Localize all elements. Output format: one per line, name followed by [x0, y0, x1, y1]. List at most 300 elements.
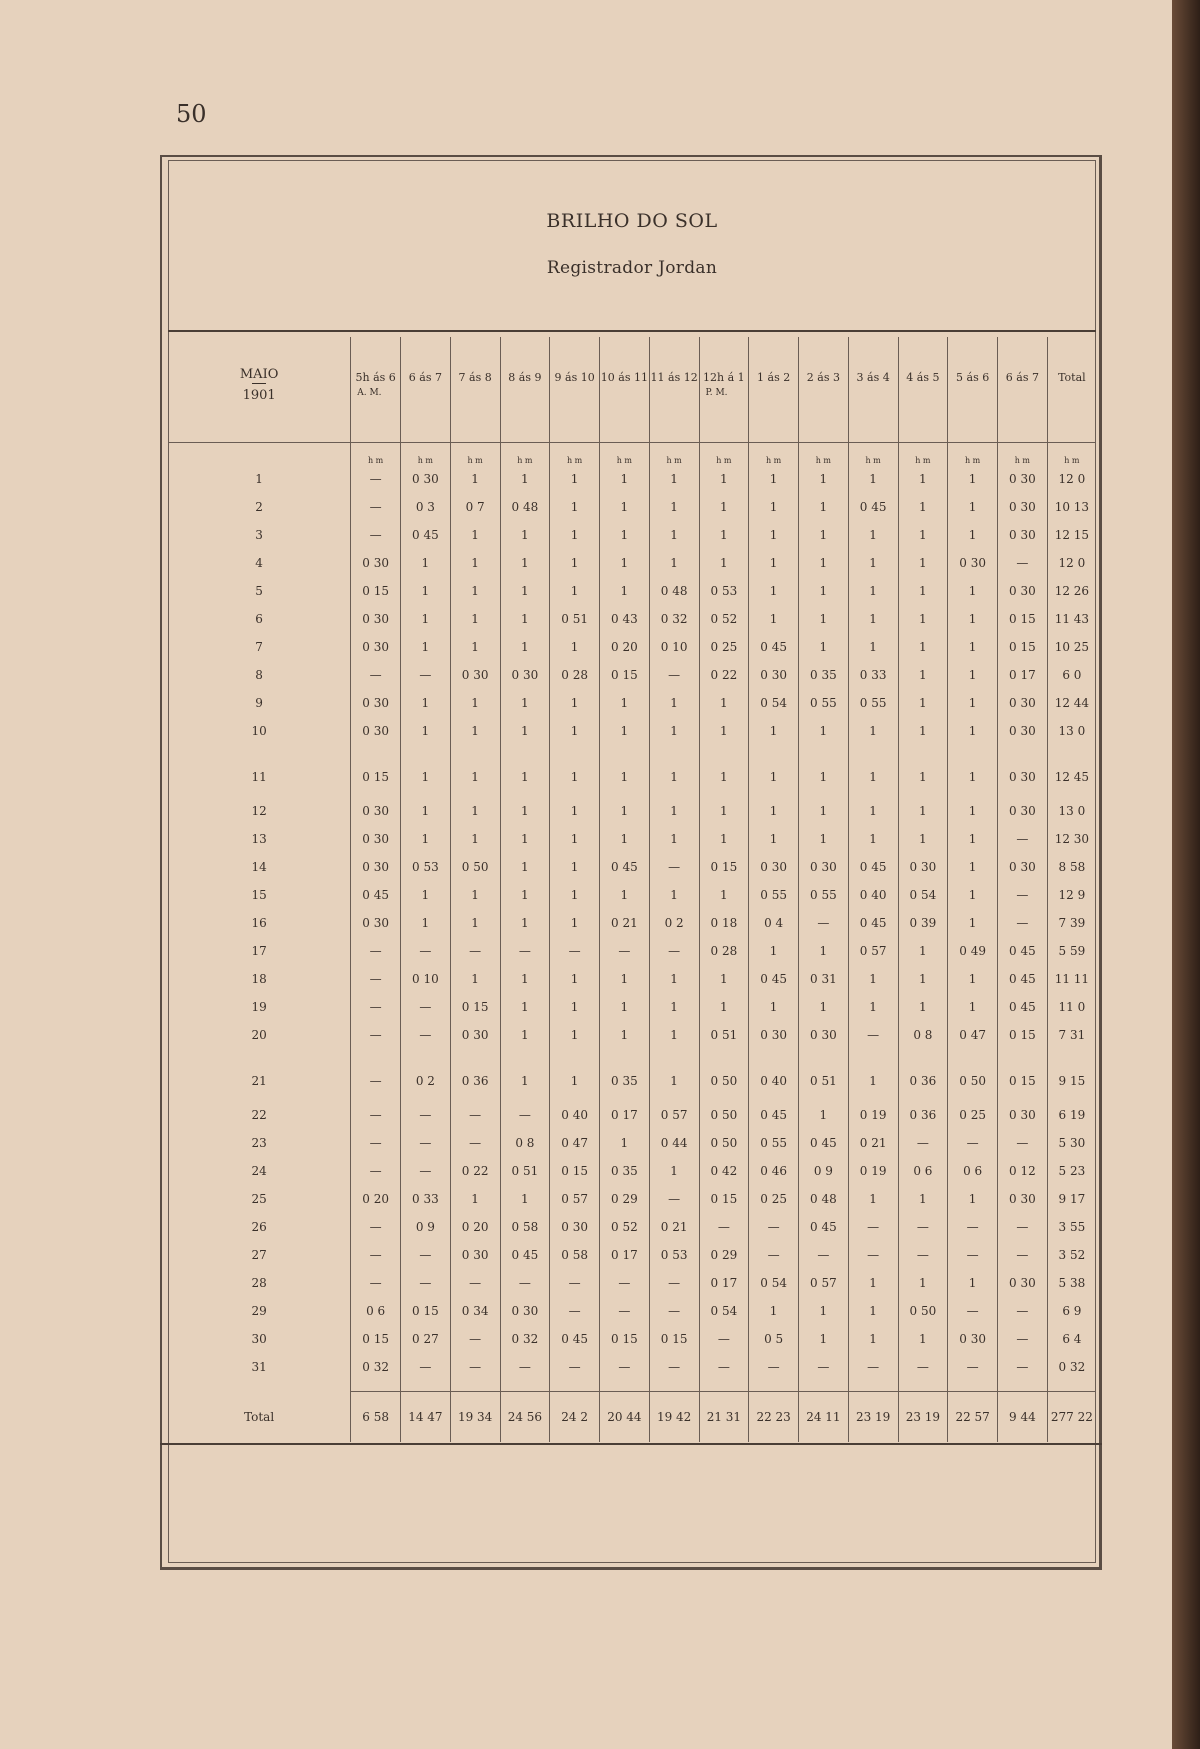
table-row: [168, 881, 1096, 909]
table-cell: 1: [500, 689, 550, 717]
row-total-cell: 12 45: [1047, 745, 1096, 797]
table-cell: 0 45: [998, 965, 1048, 993]
table-cell: 0 15: [998, 633, 1048, 661]
table-cell: 0 20: [351, 1185, 401, 1213]
table-cell: —: [848, 1213, 898, 1241]
table-row: [168, 577, 1096, 605]
table-cell: —: [649, 1269, 699, 1297]
table-cell: 1: [600, 465, 650, 493]
table-cell: 0 15: [699, 1185, 749, 1213]
total-cell: 14 47: [401, 1392, 451, 1443]
table-cell: 0 45: [998, 993, 1048, 1021]
page-title: BRILHO DO SOL: [546, 210, 718, 232]
table-cell: 1: [848, 993, 898, 1021]
table-cell: —: [351, 937, 401, 965]
table-cell: —: [749, 1353, 799, 1381]
total-cell: 22 57: [948, 1392, 998, 1443]
unit-label: h m: [898, 443, 948, 466]
table-cell: 1: [550, 993, 600, 1021]
table-row: [168, 717, 1096, 745]
unit-label: h m: [500, 443, 550, 466]
table-cell: —: [898, 1353, 948, 1381]
table-cell: 1: [500, 605, 550, 633]
column-header: [749, 337, 799, 443]
table-row: [168, 909, 1096, 937]
table-cell: 1: [550, 853, 600, 881]
table-cell: 1: [749, 745, 799, 797]
table-cell: 1: [799, 577, 849, 605]
table-cell: 1: [401, 825, 451, 853]
table-cell: 1: [649, 689, 699, 717]
table-cell: 1: [649, 797, 699, 825]
table-cell: 1: [649, 1049, 699, 1101]
table-cell: 0 45: [848, 909, 898, 937]
table-row: [168, 1157, 1096, 1185]
table-cell: 0 15: [998, 605, 1048, 633]
table-cell: —: [450, 1101, 500, 1129]
spacer-cell: [401, 1381, 451, 1392]
table-cell: 0 30: [749, 853, 799, 881]
table-row: [168, 993, 1096, 1021]
table-cell: 1: [500, 1049, 550, 1101]
table-cell: 1: [848, 577, 898, 605]
table-cell: 1: [699, 825, 749, 853]
table-cell: 1: [948, 493, 998, 521]
table-cell: 0 5: [749, 1325, 799, 1353]
table-cell: 1: [450, 881, 500, 909]
table-cell: 1: [600, 1129, 650, 1157]
table-cell: 1: [848, 633, 898, 661]
table-cell: 0 55: [799, 689, 849, 717]
table-cell: 0 45: [600, 853, 650, 881]
row-total-cell: 9 15: [1047, 1049, 1096, 1101]
table-cell: 0 30: [998, 1269, 1048, 1297]
table-row: [168, 1101, 1096, 1129]
table-cell: 1: [550, 493, 600, 521]
table-cell: 1: [649, 1157, 699, 1185]
table-cell: —: [401, 1353, 451, 1381]
table-cell: 1: [749, 493, 799, 521]
table-cell: 1: [649, 521, 699, 549]
table-cell: 1: [500, 909, 550, 937]
table-cell: 1: [898, 493, 948, 521]
table-cell: 0 30: [998, 853, 1048, 881]
day-label: 9: [255, 696, 263, 710]
table-cell: 0 2: [401, 1049, 451, 1101]
table-cell: —: [550, 937, 600, 965]
table-cell: 1: [649, 465, 699, 493]
row-total-cell: 10 25: [1047, 633, 1096, 661]
table-cell: 1: [799, 797, 849, 825]
day-label: 2: [255, 500, 263, 514]
table-cell: 1: [550, 1021, 600, 1049]
row-total-cell: 13 0: [1047, 717, 1096, 745]
table-cell: 1: [500, 993, 550, 1021]
table-cell: 0 10: [401, 965, 451, 993]
table-cell: 0 30: [998, 717, 1048, 745]
table-cell: 0 30: [749, 1021, 799, 1049]
table-cell: —: [948, 1213, 998, 1241]
total-row: [168, 1392, 1096, 1443]
row-total-cell: 6 9: [1047, 1297, 1096, 1325]
table-cell: 1: [500, 745, 550, 797]
table-cell: 1: [948, 633, 998, 661]
table-cell: 1: [948, 605, 998, 633]
table-cell: 0 20: [450, 1213, 500, 1241]
table-cell: 0 53: [699, 577, 749, 605]
day-label: 22: [251, 1108, 267, 1122]
table-cell: 0 15: [401, 1297, 451, 1325]
table-cell: 0 30: [799, 853, 849, 881]
unit-label: h m: [699, 443, 749, 466]
column-header-label: 6 ás 7: [408, 371, 442, 384]
unit-label: h m: [351, 443, 401, 466]
table-cell: 0 36: [898, 1101, 948, 1129]
table-cell: 1: [450, 797, 500, 825]
table-cell: 0 30: [450, 1021, 500, 1049]
table-cell: —: [998, 1213, 1048, 1241]
table-cell: 1: [848, 965, 898, 993]
table-cell: 0 43: [600, 605, 650, 633]
table-cell: 1: [699, 881, 749, 909]
table-cell: —: [351, 1213, 401, 1241]
day-label: 8: [255, 668, 263, 682]
table-cell: 1: [898, 521, 948, 549]
day-label: 25: [251, 1192, 267, 1206]
table-cell: 0 47: [550, 1129, 600, 1157]
spacer-cell: [799, 1381, 849, 1392]
table-cell: —: [649, 1297, 699, 1325]
table-cell: 0 45: [848, 493, 898, 521]
table-cell: 1: [401, 633, 451, 661]
table-cell: 1: [450, 689, 500, 717]
table-cell: —: [401, 1269, 451, 1297]
table-cell: 1: [799, 493, 849, 521]
table-cell: 0 40: [550, 1101, 600, 1129]
table-cell: 0 31: [799, 965, 849, 993]
table-cell: —: [500, 1269, 550, 1297]
year-label: 1901: [242, 388, 276, 403]
row-total-cell: 12 15: [1047, 521, 1096, 549]
table-cell: —: [898, 1213, 948, 1241]
row-total-cell: 11 0: [1047, 993, 1096, 1021]
table-cell: 1: [600, 745, 650, 797]
table-cell: 0 22: [699, 661, 749, 689]
day-label: 26: [251, 1220, 267, 1234]
table-cell: —: [351, 1129, 401, 1157]
day-label: 1: [255, 472, 263, 486]
table-cell: —: [600, 937, 650, 965]
table-cell: —: [450, 937, 500, 965]
total-cell: 24 2: [550, 1392, 600, 1443]
table-cell: 1: [649, 493, 699, 521]
table-cell: 1: [948, 689, 998, 717]
total-cell: 23 19: [848, 1392, 898, 1443]
table-cell: 0 35: [799, 661, 849, 689]
day-label: 30: [251, 1332, 267, 1346]
table-cell: 1: [500, 577, 550, 605]
page-edge: [1172, 0, 1200, 1749]
table-cell: 0 39: [898, 909, 948, 937]
day-label: 10: [251, 724, 267, 738]
table-row: [168, 1353, 1096, 1381]
table-cell: 0 30: [998, 577, 1048, 605]
table-cell: 0 48: [799, 1185, 849, 1213]
table-cell: 0 51: [799, 1049, 849, 1101]
table-cell: —: [351, 1021, 401, 1049]
table-cell: —: [998, 825, 1048, 853]
spacer-cell: [600, 1381, 650, 1392]
table-row: [168, 1325, 1096, 1353]
table-cell: —: [351, 1157, 401, 1185]
table-cell: —: [401, 1241, 451, 1269]
table-cell: 1: [450, 465, 500, 493]
table-cell: 1: [948, 661, 998, 689]
table-cell: —: [948, 1297, 998, 1325]
table-cell: 1: [649, 1021, 699, 1049]
table-cell: 1: [848, 825, 898, 853]
table-cell: 0 50: [450, 853, 500, 881]
table-cell: 1: [749, 549, 799, 577]
table-cell: 1: [500, 465, 550, 493]
total-cell: 6 58: [351, 1392, 401, 1443]
table-cell: 0 30: [351, 853, 401, 881]
table-cell: 0 54: [898, 881, 948, 909]
table-cell: 0 8: [500, 1129, 550, 1157]
table-cell: 1: [848, 1325, 898, 1353]
table-cell: 0 15: [450, 993, 500, 1021]
table-cell: 1: [799, 1297, 849, 1325]
table-cell: 1: [848, 797, 898, 825]
table-cell: —: [799, 1353, 849, 1381]
unit-label: h m: [600, 443, 650, 466]
table-cell: —: [848, 1021, 898, 1049]
table-cell: 0 45: [749, 965, 799, 993]
table-cell: 1: [699, 993, 749, 1021]
table-cell: 0 45: [749, 633, 799, 661]
column-header: [401, 337, 451, 443]
table-cell: 1: [898, 797, 948, 825]
table-cell: —: [450, 1269, 500, 1297]
table-row: [168, 1129, 1096, 1157]
table-cell: 0 9: [799, 1157, 849, 1185]
table-cell: 0 27: [401, 1325, 451, 1353]
table-cell: 1: [450, 745, 500, 797]
unit-label: h m: [550, 443, 600, 466]
unit-label: h m: [649, 443, 699, 466]
table-cell: —: [998, 1325, 1048, 1353]
table-cell: 1: [799, 633, 849, 661]
column-header: [799, 337, 849, 443]
unit-label: h m: [998, 443, 1048, 466]
spacer-cell: [550, 1381, 600, 1392]
day-label: 27: [251, 1248, 267, 1262]
table-cell: —: [649, 1353, 699, 1381]
table-cell: —: [351, 1241, 401, 1269]
table-cell: 0 25: [948, 1101, 998, 1129]
table-cell: —: [649, 661, 699, 689]
total-cell: 22 23: [749, 1392, 799, 1443]
spacer-cell: [848, 1381, 898, 1392]
row-total-cell: 5 23: [1047, 1157, 1096, 1185]
footer-rule: [160, 1443, 1102, 1445]
table-cell: 1: [600, 797, 650, 825]
table-cell: 0 50: [948, 1049, 998, 1101]
day-label: 13: [251, 832, 267, 846]
table-cell: 0 35: [600, 1157, 650, 1185]
total-cell: 9 44: [998, 1392, 1048, 1443]
table-cell: 0 25: [699, 633, 749, 661]
table-cell: 1: [500, 881, 550, 909]
table-cell: 1: [699, 965, 749, 993]
table-cell: 1: [550, 717, 600, 745]
column-header-period: A. M.: [357, 388, 382, 398]
table-cell: —: [948, 1241, 998, 1269]
table-cell: 1: [550, 549, 600, 577]
row-total-cell: 12 0: [1047, 549, 1096, 577]
table-cell: 1: [948, 745, 998, 797]
table-cell: 0 17: [600, 1241, 650, 1269]
table-cell: 0 40: [749, 1049, 799, 1101]
day-label: 16: [251, 916, 267, 930]
table-cell: 0 30: [998, 689, 1048, 717]
table-cell: 1: [799, 521, 849, 549]
table-cell: 0 21: [600, 909, 650, 937]
table-cell: 1: [699, 493, 749, 521]
table-row: [168, 689, 1096, 717]
table-cell: —: [401, 937, 451, 965]
unit-label: h m: [948, 443, 998, 466]
total-cell: 24 56: [500, 1392, 550, 1443]
table-cell: 0 52: [600, 1213, 650, 1241]
column-header: [898, 337, 948, 443]
table-cell: —: [649, 937, 699, 965]
column-header: [649, 337, 699, 443]
table-row: [168, 745, 1096, 797]
table-cell: —: [500, 1101, 550, 1129]
spacer-cell: [699, 1381, 749, 1392]
row-total-cell: 11 11: [1047, 965, 1096, 993]
table-cell: 0 29: [699, 1241, 749, 1269]
table-cell: 1: [699, 465, 749, 493]
table-cell: 0 53: [401, 853, 451, 881]
table-cell: 1: [401, 689, 451, 717]
column-header-label: 11 ás 12: [650, 371, 698, 384]
table-cell: —: [351, 1269, 401, 1297]
table-cell: 1: [948, 965, 998, 993]
table-cell: 0 30: [998, 521, 1048, 549]
table-cell: —: [898, 1129, 948, 1157]
table-cell: 1: [450, 521, 500, 549]
table-cell: 1: [550, 797, 600, 825]
table-cell: 0 33: [848, 661, 898, 689]
table-cell: 0 6: [898, 1157, 948, 1185]
table-cell: 1: [948, 797, 998, 825]
table-cell: 0 15: [351, 745, 401, 797]
table-cell: 1: [401, 881, 451, 909]
table-cell: 0 45: [998, 937, 1048, 965]
row-total-cell: 5 38: [1047, 1269, 1096, 1297]
table-cell: —: [500, 1353, 550, 1381]
column-header: [500, 337, 550, 443]
table-cell: 1: [450, 1185, 500, 1213]
table-cell: 0 22: [450, 1157, 500, 1185]
table-row: [168, 797, 1096, 825]
table-cell: 1: [500, 1185, 550, 1213]
table-cell: 1: [450, 633, 500, 661]
table-row: [168, 965, 1096, 993]
table-cell: 0 49: [948, 937, 998, 965]
table-cell: 0 15: [649, 1325, 699, 1353]
unit-label: h m: [848, 443, 898, 466]
table-cell: 0 30: [351, 605, 401, 633]
row-total-cell: 8 58: [1047, 853, 1096, 881]
table-cell: 0 19: [848, 1101, 898, 1129]
table-cell: 0 35: [600, 1049, 650, 1101]
table-cell: 1: [550, 965, 600, 993]
table-cell: 0 57: [649, 1101, 699, 1129]
table-cell: —: [450, 1129, 500, 1157]
table-cell: 0 42: [699, 1157, 749, 1185]
table-cell: 1: [450, 965, 500, 993]
table-cell: 1: [948, 1269, 998, 1297]
table-cell: 0 30: [948, 549, 998, 577]
unit-spacer: [168, 443, 351, 466]
table-cell: —: [948, 1353, 998, 1381]
table-row: [168, 661, 1096, 689]
table-cell: 1: [450, 549, 500, 577]
day-label: 3: [255, 528, 263, 542]
table-cell: 0 44: [649, 1129, 699, 1157]
table-cell: 1: [699, 797, 749, 825]
spacer-cell: [450, 1381, 500, 1392]
table-cell: 0 6: [948, 1157, 998, 1185]
table-cell: 0 30: [401, 465, 451, 493]
table-cell: 0 30: [998, 1185, 1048, 1213]
table-cell: 0 3: [401, 493, 451, 521]
table-cell: 0 10: [649, 633, 699, 661]
unit-label: h m: [749, 443, 799, 466]
table-cell: 0 48: [649, 577, 699, 605]
table-cell: 0 30: [799, 1021, 849, 1049]
table-cell: 0 17: [699, 1269, 749, 1297]
table-cell: 1: [848, 1049, 898, 1101]
table-cell: 1: [898, 937, 948, 965]
table-cell: 0 45: [848, 853, 898, 881]
table-cell: 1: [898, 1269, 948, 1297]
table-cell: 1: [600, 577, 650, 605]
table-cell: 1: [749, 717, 799, 745]
page-number: 50: [176, 100, 207, 128]
table-cell: —: [550, 1297, 600, 1325]
table-cell: 0 51: [699, 1021, 749, 1049]
table-cell: 1: [699, 745, 749, 797]
total-cell: 21 31: [699, 1392, 749, 1443]
table-cell: 0 30: [351, 717, 401, 745]
table-cell: 1: [948, 909, 998, 937]
row-total-cell: 9 17: [1047, 1185, 1096, 1213]
table-cell: 1: [799, 993, 849, 1021]
table-row: [168, 1021, 1096, 1049]
column-header-label: 9 ás 10: [554, 371, 595, 384]
column-header: [450, 337, 500, 443]
table-cell: 0 19: [848, 1157, 898, 1185]
table-cell: 1: [799, 549, 849, 577]
table-cell: 0 9: [401, 1213, 451, 1241]
table-cell: 0 45: [401, 521, 451, 549]
table-cell: —: [998, 1241, 1048, 1269]
table-row: [168, 633, 1096, 661]
